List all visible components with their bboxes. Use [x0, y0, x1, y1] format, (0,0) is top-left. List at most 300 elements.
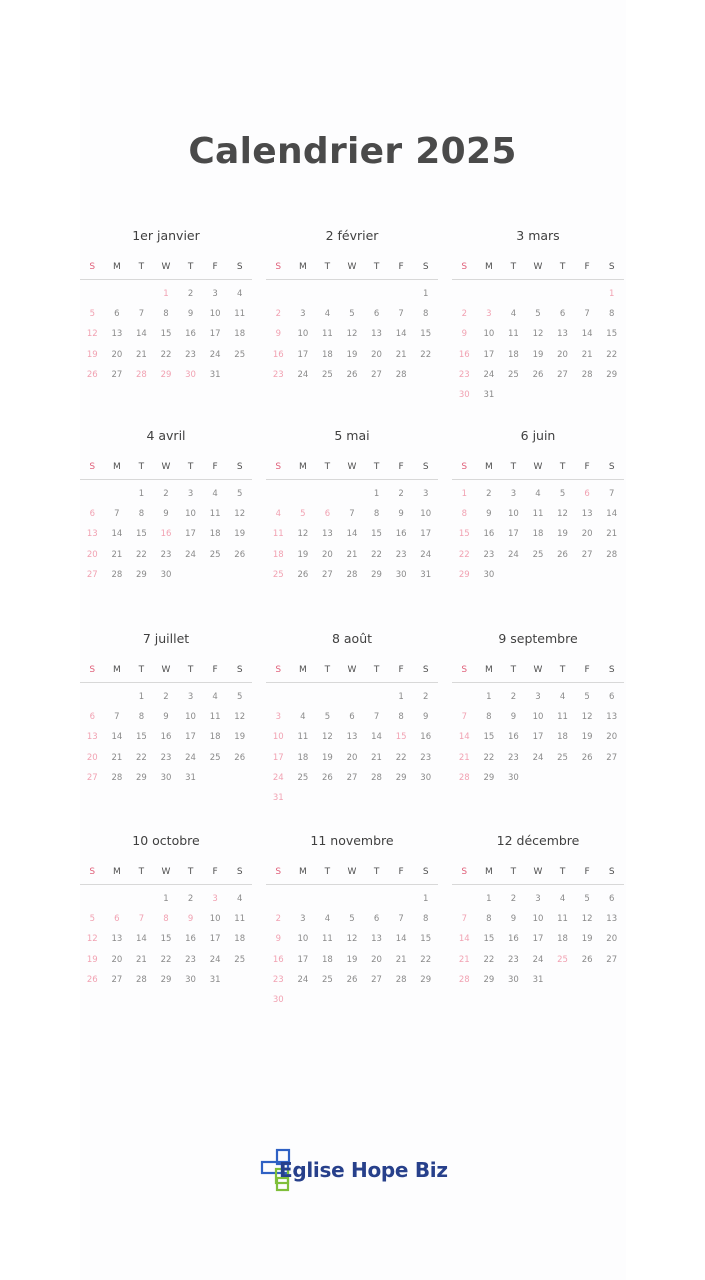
month-name: 5 mai	[334, 428, 370, 443]
day-grid	[80, 687, 252, 788]
day-cell: 8	[398, 712, 404, 723]
day-cell: 28	[458, 772, 470, 783]
day-cell: 13	[346, 732, 358, 743]
day-cell: 20	[111, 954, 123, 965]
day-cell: 1	[608, 289, 615, 299]
day-cell: 10	[483, 329, 495, 340]
day-cell: 19	[86, 954, 98, 965]
day-cell: 31	[420, 569, 432, 580]
day-cell: 6	[89, 509, 95, 520]
day-cell: 31	[483, 389, 495, 400]
day-cell: 15	[371, 529, 382, 540]
day-cell: 18	[508, 349, 519, 360]
day-cell: 3	[535, 692, 541, 702]
day-cell: 1	[398, 692, 404, 702]
day-cell: 20	[111, 349, 123, 360]
month-block	[80, 831, 252, 990]
day-grid	[80, 284, 252, 385]
day-cell: 11	[297, 732, 309, 743]
day-cell: 21	[111, 752, 123, 763]
day-cell: 9	[510, 914, 517, 925]
day-cell: 17	[272, 752, 284, 763]
day-cell: 21	[111, 549, 123, 560]
day-cell: 5	[559, 489, 566, 499]
day-cell: 18	[557, 934, 568, 945]
day-cell: 18	[209, 529, 221, 540]
weekday-label: S	[608, 262, 615, 272]
day-cell: 26	[532, 369, 544, 380]
weekday-header	[452, 257, 624, 280]
day-cell: 8	[138, 712, 145, 723]
weekday-label: T	[510, 262, 517, 272]
month-block	[266, 831, 438, 1010]
day-cell: 4	[275, 509, 281, 520]
day-cell: 28	[581, 369, 593, 380]
weekday-label: F	[584, 665, 590, 675]
day-cell: 12	[86, 934, 98, 945]
day-cell: 16	[395, 529, 407, 540]
day-cell: 2	[163, 692, 169, 702]
day-cell: 4	[324, 309, 331, 320]
day-cell: 20	[346, 752, 358, 763]
day-cell: 21	[371, 752, 382, 763]
day-cell: 8	[486, 914, 492, 925]
day-cell: 3	[535, 894, 541, 904]
day-cell: 18	[532, 529, 544, 540]
weekday-label: T	[510, 665, 517, 675]
day-cell: 26	[86, 974, 98, 985]
day-cell: 5	[349, 309, 355, 320]
day-cell: 26	[86, 369, 98, 380]
day-cell: 29	[458, 569, 470, 580]
day-cell: 20	[581, 529, 593, 540]
day-cell: 30	[272, 994, 284, 1005]
day-cell: 15	[458, 529, 470, 540]
day-grid	[266, 889, 438, 1010]
day-cell: 8	[373, 509, 380, 520]
weekday-label: M	[112, 462, 121, 472]
day-cell: 11	[322, 934, 333, 945]
day-grid	[452, 889, 624, 990]
weekday-label: S	[275, 665, 282, 675]
day-cell: 3	[212, 894, 218, 904]
day-cell: 4	[324, 914, 331, 925]
day-cell: 16	[160, 529, 172, 540]
day-cell: 9	[486, 509, 492, 520]
day-cell: 11	[557, 914, 568, 925]
day-cell: 9	[187, 914, 194, 925]
day-cell: 19	[532, 349, 544, 360]
weekday-label: T	[324, 867, 331, 877]
day-cell: 11	[234, 914, 246, 925]
day-cell: 11	[209, 509, 221, 520]
weekday-label: W	[161, 262, 171, 272]
weekday-label: T	[373, 262, 380, 272]
day-cell: 22	[483, 954, 495, 965]
weekday-label: F	[584, 262, 590, 272]
day-cell: 10	[209, 309, 221, 320]
day-cell: 5	[535, 309, 541, 320]
day-cell: 6	[324, 509, 331, 520]
day-cell: 11	[234, 309, 246, 320]
day-cell: 4	[559, 692, 566, 702]
day-cell: 11	[272, 529, 284, 540]
day-cell: 24	[420, 549, 432, 560]
day-cell: 3	[212, 289, 218, 299]
day-cell: 7	[114, 509, 120, 520]
day-cell: 31	[209, 369, 221, 380]
weekday-label: F	[584, 867, 590, 877]
day-cell: 14	[395, 329, 407, 340]
weekday-label: M	[298, 262, 307, 272]
day-cell: 25	[209, 549, 221, 560]
day-cell: 19	[297, 549, 309, 560]
weekday-label: S	[608, 867, 615, 877]
day-cell: 9	[398, 509, 404, 520]
day-cell: 28	[111, 569, 123, 580]
day-cell: 27	[322, 569, 333, 580]
day-cell: 6	[114, 914, 120, 925]
day-cell: 1	[138, 489, 145, 499]
day-cell: 10	[185, 509, 196, 520]
day-cell: 1	[163, 894, 169, 904]
day-cell: 13	[557, 329, 568, 340]
day-cell: 17	[532, 732, 544, 743]
day-cell: 21	[458, 954, 470, 965]
day-cell: 29	[136, 772, 147, 783]
day-cell: 22	[458, 549, 470, 560]
day-cell: 3	[486, 309, 492, 320]
weekday-label: W	[161, 462, 171, 472]
weekday-header	[452, 862, 624, 885]
day-cell: 2	[163, 489, 169, 499]
day-cell: 18	[272, 549, 284, 560]
day-cell: 9	[187, 309, 194, 320]
day-grid	[452, 687, 624, 788]
weekday-label: T	[138, 867, 145, 877]
day-cell: 30	[160, 772, 172, 783]
day-cell: 5	[349, 914, 355, 925]
day-cell: 21	[136, 349, 147, 360]
day-cell: 25	[234, 349, 246, 360]
weekday-label: S	[422, 462, 429, 472]
day-cell: 5	[89, 309, 95, 320]
day-cell: 18	[234, 934, 246, 945]
month-name: 4 avril	[146, 428, 186, 443]
day-cell: 23	[272, 974, 284, 985]
weekday-label: F	[398, 867, 404, 877]
weekday-label: S	[236, 665, 243, 675]
day-cell: 5	[300, 509, 306, 520]
day-cell: 23	[185, 349, 196, 360]
day-cell: 25	[209, 752, 221, 763]
weekday-label: S	[89, 867, 96, 877]
weekday-header	[266, 257, 438, 280]
day-cell: 17	[209, 934, 221, 945]
day-cell: 6	[608, 692, 615, 702]
weekday-label: T	[373, 665, 380, 675]
day-cell: 23	[420, 752, 432, 763]
day-cell: 28	[346, 569, 358, 580]
day-cell: 12	[297, 529, 309, 540]
day-cell: 12	[557, 509, 568, 520]
day-cell: 12	[532, 329, 544, 340]
day-cell: 27	[346, 772, 358, 783]
weekday-label: S	[461, 462, 468, 472]
weekday-label: T	[373, 462, 380, 472]
day-cell: 14	[606, 509, 618, 520]
brand-name: Eglise Hope Biz	[279, 1158, 448, 1182]
day-cell: 7	[373, 712, 380, 723]
day-cell: 2	[275, 914, 281, 925]
day-cell: 20	[606, 934, 618, 945]
day-cell: 25	[297, 772, 309, 783]
day-cell: 31	[272, 792, 284, 803]
day-cell: 7	[398, 914, 404, 925]
day-cell: 15	[136, 529, 147, 540]
day-cell: 10	[297, 934, 309, 945]
day-cell: 14	[346, 529, 358, 540]
day-cell: 2	[486, 489, 492, 499]
day-cell: 24	[297, 369, 309, 380]
day-cell: 8	[608, 309, 615, 320]
day-cell: 29	[395, 772, 407, 783]
day-cell: 24	[272, 772, 284, 783]
day-cell: 28	[111, 772, 123, 783]
day-cell: 22	[420, 954, 432, 965]
day-cell: 22	[420, 349, 432, 360]
day-cell: 29	[483, 772, 495, 783]
day-cell: 19	[322, 752, 333, 763]
day-cell: 7	[584, 309, 590, 320]
day-cell: 15	[483, 732, 495, 743]
day-cell: 25	[322, 369, 333, 380]
day-cell: 13	[322, 529, 333, 540]
day-cell: 11	[322, 329, 333, 340]
day-cell: 23	[160, 752, 172, 763]
day-grid	[266, 687, 438, 808]
day-cell: 1	[486, 692, 492, 702]
month-block	[80, 226, 252, 385]
day-cell: 29	[420, 974, 432, 985]
weekday-label: F	[398, 262, 404, 272]
day-cell: 4	[300, 712, 306, 723]
day-cell: 3	[187, 489, 194, 499]
day-cell: 30	[185, 974, 196, 985]
day-cell: 12	[581, 712, 593, 723]
day-cell: 6	[608, 894, 615, 904]
day-cell: 6	[559, 309, 566, 320]
day-cell: 1	[422, 894, 429, 904]
weekday-header	[80, 862, 252, 885]
weekday-label: T	[187, 665, 194, 675]
day-cell: 25	[557, 752, 568, 763]
day-cell: 22	[606, 349, 618, 360]
day-cell: 6	[114, 309, 120, 320]
day-cell: 27	[606, 954, 618, 965]
day-cell: 10	[532, 914, 544, 925]
day-cell: 27	[111, 974, 123, 985]
day-cell: 24	[508, 549, 519, 560]
month-block	[266, 629, 438, 808]
day-cell: 6	[584, 489, 590, 499]
day-cell: 17	[297, 349, 309, 360]
day-cell: 31	[209, 974, 221, 985]
day-cell: 15	[420, 329, 432, 340]
day-cell: 6	[373, 914, 380, 925]
day-cell: 9	[275, 934, 281, 945]
day-cell: 24	[532, 752, 544, 763]
day-cell: 28	[395, 974, 407, 985]
weekday-label: S	[275, 262, 282, 272]
weekday-label: T	[559, 462, 566, 472]
weekday-label: T	[138, 262, 145, 272]
weekday-label: S	[236, 462, 243, 472]
weekday-label: M	[112, 665, 121, 675]
day-cell: 8	[138, 509, 145, 520]
day-cell: 4	[559, 894, 566, 904]
day-cell: 28	[371, 772, 382, 783]
weekday-label: S	[236, 867, 243, 877]
day-cell: 11	[557, 712, 568, 723]
weekday-label: F	[212, 462, 218, 472]
month-name: 11 novembre	[310, 833, 394, 848]
weekday-label: S	[461, 665, 468, 675]
day-cell: 29	[160, 974, 172, 985]
day-cell: 15	[160, 934, 172, 945]
day-cell: 17	[185, 529, 196, 540]
day-cell: 13	[606, 914, 618, 925]
weekday-label: M	[298, 462, 307, 472]
day-cell: 14	[111, 732, 123, 743]
day-cell: 23	[160, 549, 172, 560]
weekday-label: F	[584, 462, 590, 472]
weekday-header	[266, 457, 438, 480]
day-cell: 13	[371, 934, 382, 945]
day-cell: 21	[606, 529, 618, 540]
weekday-header	[266, 660, 438, 683]
day-cell: 25	[508, 369, 519, 380]
day-cell: 12	[322, 732, 333, 743]
day-cell: 26	[234, 549, 246, 560]
month-name: 2 février	[325, 228, 379, 243]
day-cell: 2	[187, 894, 194, 904]
weekday-label: M	[484, 867, 493, 877]
weekday-label: S	[608, 462, 615, 472]
day-cell: 23	[272, 369, 284, 380]
day-cell: 9	[275, 329, 281, 340]
day-cell: 18	[234, 329, 246, 340]
day-cell: 17	[508, 529, 519, 540]
day-grid	[452, 284, 624, 405]
day-cell: 27	[606, 752, 618, 763]
day-cell: 2	[187, 289, 194, 299]
day-cell: 29	[160, 369, 172, 380]
day-cell: 1	[461, 489, 467, 499]
day-cell: 26	[322, 772, 333, 783]
day-cell: 14	[458, 934, 470, 945]
weekday-label: M	[112, 867, 121, 877]
day-cell: 17	[185, 732, 196, 743]
day-cell: 18	[322, 349, 333, 360]
day-cell: 7	[138, 914, 145, 925]
day-cell: 14	[581, 329, 593, 340]
day-cell: 5	[324, 712, 331, 723]
day-cell: 25	[532, 549, 544, 560]
day-cell: 25	[322, 974, 333, 985]
day-cell: 19	[581, 934, 593, 945]
day-cell: 16	[420, 732, 432, 743]
day-cell: 11	[209, 712, 221, 723]
day-cell: 5	[236, 489, 243, 499]
day-cell: 17	[532, 934, 544, 945]
month-block	[452, 831, 624, 990]
day-cell: 2	[422, 692, 429, 702]
day-cell: 2	[510, 692, 517, 702]
day-cell: 26	[581, 954, 593, 965]
day-cell: 3	[510, 489, 517, 499]
day-cell: 22	[136, 549, 147, 560]
day-cell: 18	[297, 752, 309, 763]
day-cell: 26	[346, 974, 358, 985]
day-cell: 7	[114, 712, 120, 723]
weekday-label: S	[608, 665, 615, 675]
day-cell: 1	[138, 692, 145, 702]
weekday-header	[80, 457, 252, 480]
weekday-label: T	[138, 462, 145, 472]
day-cell: 8	[163, 914, 169, 925]
day-grid	[452, 484, 624, 585]
day-cell: 21	[136, 954, 147, 965]
day-cell: 27	[557, 369, 568, 380]
day-cell: 1	[422, 289, 429, 299]
day-cell: 10	[508, 509, 519, 520]
weekday-label: T	[324, 665, 331, 675]
day-cell: 14	[395, 934, 407, 945]
weekday-label: W	[347, 462, 357, 472]
day-cell: 29	[371, 569, 382, 580]
weekday-label: S	[275, 462, 282, 472]
day-cell: 27	[86, 569, 98, 580]
day-cell: 4	[510, 309, 517, 320]
day-cell: 10	[185, 712, 196, 723]
day-cell: 27	[371, 369, 382, 380]
month-block	[266, 426, 438, 585]
day-cell: 5	[584, 692, 590, 702]
weekday-label: W	[347, 665, 357, 675]
day-cell: 16	[483, 529, 495, 540]
day-cell: 15	[395, 732, 407, 743]
day-cell: 29	[483, 974, 495, 985]
day-cell: 14	[371, 732, 382, 743]
day-cell: 23	[458, 369, 470, 380]
day-cell: 3	[300, 914, 306, 925]
weekday-label: W	[533, 867, 543, 877]
day-cell: 24	[532, 954, 544, 965]
day-cell: 18	[209, 732, 221, 743]
day-cell: 24	[185, 752, 196, 763]
weekday-label: S	[422, 262, 429, 272]
weekday-label: T	[559, 665, 566, 675]
day-cell: 1	[163, 289, 169, 299]
weekday-label: T	[138, 665, 145, 675]
day-grid	[266, 284, 438, 385]
day-cell: 26	[346, 369, 358, 380]
day-cell: 26	[581, 752, 593, 763]
day-cell: 20	[371, 349, 382, 360]
day-cell: 12	[346, 934, 358, 945]
day-cell: 19	[234, 732, 246, 743]
